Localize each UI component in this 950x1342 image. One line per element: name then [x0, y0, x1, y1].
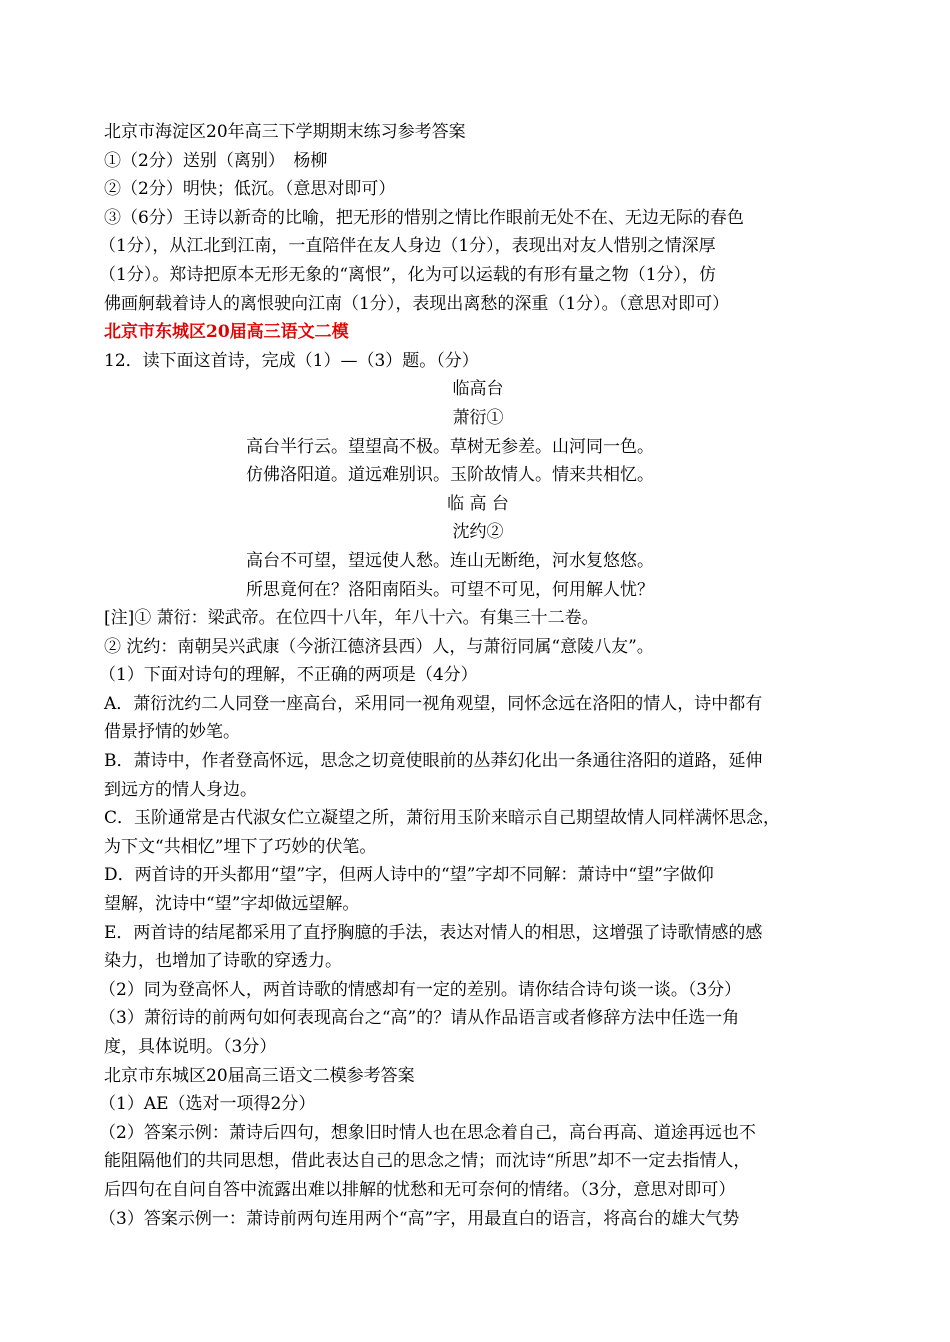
answer-1: ①（2分）送别（离别） 杨柳: [104, 150, 328, 171]
answer-3-line: ③（6分）王诗以新奇的比喻，把无形的惜别之情比作眼前无处不在、无边无际的春色: [104, 207, 744, 228]
document-body: [99, 118, 854, 1233]
dongcheng-answer-1: （1）AE（选对一项得2分）: [99, 1094, 316, 1115]
sub-question-2: （2）同为登高怀人，两首诗歌的情感却有一定的差别。请你结合诗句谈一谈。（3分）: [99, 979, 742, 1000]
option-e-cont: 染力，也增加了诗歌的穿透力。: [104, 951, 342, 972]
option-b-cont: 到远方的情人身边。: [104, 779, 257, 800]
option-e: E．两首诗的结尾都采用了直抒胸臆的手法，表达对情人的相思，这增强了诗歌情感的感: [104, 922, 763, 943]
dongcheng-answer-2-cont: 能阻隔他们的共同思想，借此表达自己的思念之情；而沈诗“所思”却不一定去指情人，: [104, 1151, 751, 1172]
answer-3-line: （1分），从江北到江南，一直陪伴在友人身边（1分），表现出对友人惜别之情深厚: [99, 236, 716, 257]
answer-3-line: （1分）。郑诗把原本无形无象的“离恨”，化为可以运载的有形有量之物（1分），仿: [99, 264, 717, 285]
dongcheng-answer-2-cont: 后四句在自问自答中流露出难以排解的忧愁和无可奈何的情绪。（3分，意思对即可）: [104, 1179, 736, 1200]
answer-2: ②（2分）明快；低沉。（意思对即可）: [104, 179, 396, 200]
poem2-author: 沈约②: [452, 522, 504, 543]
question-12: 12．读下面这首诗，完成（1）—（3）题。（分）: [104, 350, 479, 371]
section-title-haidian: 北京市海淀区20年高三下学期期末练习参考答案: [104, 122, 466, 142]
poem2-line: 高台不可望，望远使人愁。连山无断绝，河水复悠悠。: [246, 550, 654, 571]
note-1: [注]① 萧衍：梁武帝。在位四十八年，年八十六。有集三十二卷。: [104, 608, 599, 629]
poem2-line: 所思竟何在？洛阳南陌头。可望不可见，何用解人忧？: [246, 579, 654, 600]
poem1-line: 高台半行云。望望高不极。草树无参差。山河同一色。: [246, 436, 654, 457]
option-c-cont: 为下文“共相忆”埋下了巧妙的伏笔。: [104, 836, 377, 857]
section-title-dongcheng: 北京市东城区20届高三语文二模: [104, 322, 349, 343]
dongcheng-answer-2: （2）答案示例：萧诗后四句，想象旧时情人也在思念着自己，高台再高、道途再远也不: [99, 1122, 756, 1143]
option-d: D．两首诗的开头都用“望”字，但两人诗中的“望”字却不同解：萧诗中“望”字做仰: [104, 865, 714, 886]
poem1-title: 临高台: [452, 379, 504, 400]
sub-question-1: （1）下面对诗句的理解，不正确的两项是（4分）: [99, 665, 478, 686]
answer-3-line: 佛画舸载着诗人的离恨驶向江南（1分），表现出离愁的深重（1分）。（意思对即可）: [104, 293, 730, 314]
note-2: ② 沈约：南朝吴兴武康（今浙江德济县西）人，与萧衍同属“意陵八友”。: [104, 636, 654, 657]
sub-question-3: （3）萧衍诗的前两句如何表现高台之“高”的？请从作品语言或者修辞方法中任选一角: [99, 1008, 740, 1029]
dongcheng-answer-3: （3）答案示例一：萧诗前两句连用两个“高”字，用最直白的语言，将高台的雄大气势: [99, 1208, 740, 1229]
poem1-author: 萧衍①: [452, 407, 504, 428]
poem2-title: 临 高 台: [447, 493, 509, 514]
poem1-line: 仿佛洛阳道。道远难别识。玉阶故情人。情来共相忆。: [246, 465, 654, 486]
option-d-cont: 望解，沈诗中“望”字却做远望解。: [104, 894, 360, 915]
answer-title-dongcheng: 北京市东城区20届高三语文二模参考答案: [104, 1065, 415, 1086]
sub-question-3-cont: 度，具体说明。（3分）: [104, 1037, 277, 1057]
option-a: A．萧衍沈约二人同登一座高台，采用同一视角观望，同怀念远在洛阳的情人，诗中都有: [104, 693, 763, 714]
option-c: C．玉阶通常是古代淑女伫立凝望之所，萧衍用玉阶来暗示自己期望故情人同样满怀思念，: [104, 808, 781, 829]
option-b: B．萧诗中，作者登高怀远，思念之切竟使眼前的丛莽幻化出一条通往洛阳的道路，延伸: [104, 751, 763, 772]
option-a-cont: 借景抒情的妙笔。: [104, 722, 240, 743]
